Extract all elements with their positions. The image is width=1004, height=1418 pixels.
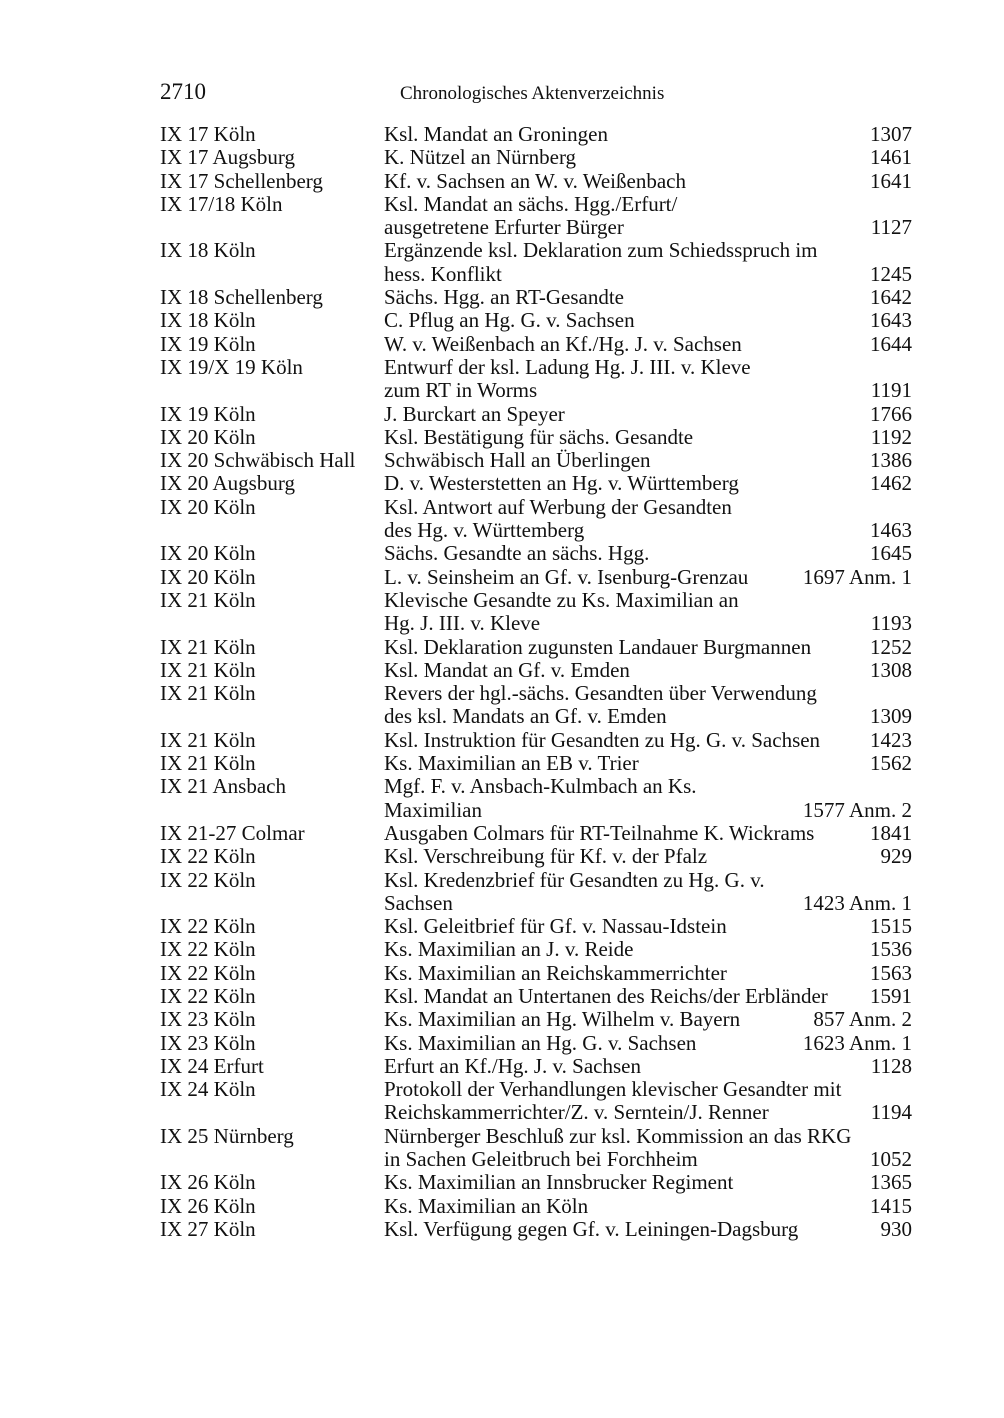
entry-date-place: IX 22 Köln xyxy=(160,844,256,869)
register-entry xyxy=(160,775,912,822)
entry-date-place: IX 23 Köln xyxy=(160,1007,256,1032)
entry-description xyxy=(384,962,862,985)
entry-description xyxy=(384,1032,795,1055)
entry-description xyxy=(384,403,862,426)
entry-description xyxy=(384,1218,873,1241)
entry-description xyxy=(384,938,862,961)
entry-description xyxy=(384,915,862,938)
entry-description xyxy=(384,822,862,845)
entry-description-line: Erfurt an Kf./Hg. J. v. Sachsen xyxy=(384,1053,641,1078)
entry-description-line: des Hg. v. Württemberg xyxy=(384,518,585,543)
entry-document-number: 1127 xyxy=(870,215,912,240)
register-entry xyxy=(160,333,912,356)
entry-description-line: Ksl. Kredenzbrief für Gesandten zu Hg. G. v. xyxy=(384,867,765,892)
entry-description-line: Ksl. Bestätigung für sächs. Gesandte xyxy=(384,424,694,449)
entry-description-line: Ksl. Geleitbrief für Gf. v. Nassau-Idstein xyxy=(384,914,727,939)
entry-date-place: IX 20 Köln xyxy=(160,424,256,449)
register-entry xyxy=(160,1032,912,1055)
entry-document-number: 1193 xyxy=(870,611,912,636)
entry-description xyxy=(384,1195,862,1218)
register-entry xyxy=(160,193,912,240)
entry-document-number: 1308 xyxy=(870,657,912,682)
register-entry xyxy=(160,659,912,682)
entry-date-place: IX 17/18 Köln xyxy=(160,191,283,216)
register-entry xyxy=(160,170,912,193)
register-entry xyxy=(160,752,912,775)
entry-document-number: 1128 xyxy=(870,1053,912,1078)
entry-date-place: IX 26 Köln xyxy=(160,1170,256,1195)
entry-date-place: IX 27 Köln xyxy=(160,1216,256,1241)
entry-document-number: 1423 Anm. 1 xyxy=(802,890,912,915)
register-entry xyxy=(160,146,912,169)
entry-document-number: 1641 xyxy=(870,168,912,193)
entry-description-line: Klevische Gesandte zu Ks. Maximilian an xyxy=(384,587,739,612)
entry-date-place: IX 21 Köln xyxy=(160,681,256,706)
register-entry xyxy=(160,962,912,985)
entry-document-number: 1415 xyxy=(870,1193,912,1218)
entry-document-number: 1562 xyxy=(870,751,912,776)
entry-description-line: Ks. Maximilian an EB v. Trier xyxy=(384,751,639,776)
entry-date-place: IX 21 Köln xyxy=(160,587,256,612)
entry-description xyxy=(384,123,862,146)
entry-description-line: Protokoll der Verhandlungen klevischer Gesandter mit xyxy=(384,1077,842,1102)
entry-document-number: 1563 xyxy=(870,960,912,985)
entry-description xyxy=(384,682,862,729)
entry-document-number: 1461 xyxy=(870,145,912,170)
entry-date-place: IX 17 Augsburg xyxy=(160,145,295,170)
entry-date-place: IX 23 Köln xyxy=(160,1030,256,1055)
entry-description xyxy=(384,542,862,565)
entry-date-place: IX 21 Köln xyxy=(160,727,256,752)
register-entry xyxy=(160,1218,912,1241)
entry-description-line: Ausgaben Colmars für RT-Teilnahme K. Wickrams xyxy=(384,820,815,845)
entry-date-place: IX 24 Erfurt xyxy=(160,1053,264,1078)
entry-date-place: IX 19 Köln xyxy=(160,331,256,356)
entry-document-number: 1463 xyxy=(870,518,912,543)
entry-date-place: IX 21-27 Colmar xyxy=(160,820,305,845)
running-title: Chronologisches Aktenverzeichnis xyxy=(400,83,665,104)
entry-date-place: IX 21 Ansbach xyxy=(160,774,286,799)
entry-description xyxy=(384,566,795,589)
entry-description-line: des ksl. Mandats an Gf. v. Emden xyxy=(384,704,667,729)
chronological-register xyxy=(160,123,912,1241)
register-entry xyxy=(160,356,912,403)
entry-description xyxy=(384,356,863,403)
register-entry xyxy=(160,985,912,1008)
entry-description xyxy=(384,659,862,682)
entry-description-line: Ksl. Antwort auf Werbung der Gesandten xyxy=(384,494,732,519)
entry-date-place: IX 20 Schwäbisch Hall xyxy=(160,448,356,473)
entry-date-place: IX 21 Köln xyxy=(160,657,256,682)
register-entry xyxy=(160,729,912,752)
entry-description-line: Ksl. Verschreibung für Kf. v. der Pfalz xyxy=(384,844,708,869)
entry-date-place: IX 21 Köln xyxy=(160,751,256,776)
entry-description xyxy=(384,146,862,169)
entry-document-number: 1642 xyxy=(870,285,912,310)
entry-date-place: IX 17 Köln xyxy=(160,122,256,146)
entry-description-line: Mgf. F. v. Ansbach-Kulmbach an Ks. xyxy=(384,774,697,799)
entry-description-line: Ks. Maximilian an Hg. G. v. Sachsen xyxy=(384,1030,697,1055)
entry-description xyxy=(384,589,863,636)
entry-document-number: 1245 xyxy=(870,261,912,286)
register-entry xyxy=(160,1008,912,1031)
entry-description xyxy=(384,729,862,752)
register-entry xyxy=(160,426,912,449)
register-entry xyxy=(160,1078,912,1125)
entry-description xyxy=(384,1171,862,1194)
entry-document-number: 1697 Anm. 1 xyxy=(802,564,912,589)
entry-description-line: Entwurf der ksl. Ladung Hg. J. III. v. Kleve xyxy=(384,354,751,379)
entry-description-line: Ksl. Deklaration zugunsten Landauer Burgmannen xyxy=(384,634,812,659)
register-entry xyxy=(160,636,912,659)
entry-description xyxy=(384,496,862,543)
entry-description-line: ausgetretene Erfurter Bürger xyxy=(384,215,624,240)
entry-date-place: IX 21 Köln xyxy=(160,634,256,659)
entry-date-place: IX 22 Köln xyxy=(160,914,256,939)
register-entry xyxy=(160,682,912,729)
entry-date-place: IX 22 Köln xyxy=(160,983,256,1008)
register-entry xyxy=(160,1171,912,1194)
entry-description xyxy=(384,286,862,309)
entry-description xyxy=(384,1078,863,1125)
entry-description-line: Ksl. Mandat an Untertanen des Reichs/der Erbländer xyxy=(384,983,828,1008)
entry-document-number: 857 Anm. 2 xyxy=(813,1007,912,1032)
register-entry xyxy=(160,589,912,636)
entry-description xyxy=(384,636,862,659)
entry-description-line: L. v. Seinsheim an Gf. v. Isenburg-Grenzau xyxy=(384,564,749,589)
register-entry xyxy=(160,496,912,543)
entry-description-line: Reichskammerrichter/Z. v. Serntein/J. Renner xyxy=(384,1100,769,1125)
register-entry xyxy=(160,403,912,426)
entry-description xyxy=(384,1055,863,1078)
entry-description xyxy=(384,426,863,449)
entry-description xyxy=(384,1008,805,1031)
entry-date-place: IX 20 Köln xyxy=(160,541,256,566)
entry-description xyxy=(384,472,862,495)
entry-description-line: hess. Konflikt xyxy=(384,261,502,286)
entry-document-number: 1766 xyxy=(870,401,912,426)
entry-document-number: 1643 xyxy=(870,308,912,333)
entry-date-place: IX 18 Köln xyxy=(160,238,256,263)
entry-document-number: 1645 xyxy=(870,541,912,566)
entry-description-line: D. v. Westerstetten an Hg. v. Württemberg xyxy=(384,471,739,496)
entry-description-line: Ksl. Mandat an Gf. v. Emden xyxy=(384,657,630,682)
entry-description xyxy=(384,775,795,822)
entry-description-line: C. Pflug an Hg. G. v. Sachsen xyxy=(384,308,635,333)
entry-document-number: 1841 xyxy=(870,820,912,845)
register-entry xyxy=(160,566,912,589)
entry-document-number: 1309 xyxy=(870,704,912,729)
entry-description-line: Ksl. Mandat an Groningen xyxy=(384,122,608,146)
entry-document-number: 1462 xyxy=(870,471,912,496)
register-entry xyxy=(160,309,912,332)
entry-description xyxy=(384,333,862,356)
entry-description-line: Kf. v. Sachsen an W. v. Weißenbach xyxy=(384,168,686,193)
entry-description-line: Nürnberger Beschluß zur ksl. Kommission an das RKG xyxy=(384,1123,852,1148)
entry-document-number: 1194 xyxy=(870,1100,912,1125)
entry-description xyxy=(384,869,795,916)
entry-description-line: Ergänzende ksl. Deklaration zum Schiedsspruch im xyxy=(384,238,818,263)
entry-description xyxy=(384,985,862,1008)
register-entry xyxy=(160,869,912,916)
entry-description-line: Ks. Maximilian an Hg. Wilhelm v. Bayern xyxy=(384,1007,741,1032)
entry-document-number: 1192 xyxy=(870,424,912,449)
entry-description-line: Ks. Maximilian an Reichskammerrichter xyxy=(384,960,727,985)
entry-document-number: 1252 xyxy=(870,634,912,659)
entry-date-place: IX 17 Schellenberg xyxy=(160,168,323,193)
entry-description xyxy=(384,239,862,286)
register-entry xyxy=(160,1125,912,1172)
entry-date-place: IX 19 Köln xyxy=(160,401,256,426)
entry-date-place: IX 22 Köln xyxy=(160,960,256,985)
entry-description xyxy=(384,845,873,868)
entry-description-line: Ks. Maximilian an Innsbrucker Regiment xyxy=(384,1170,734,1195)
entry-date-place: IX 20 Köln xyxy=(160,494,256,519)
entry-description-line: Ks. Maximilian an Köln xyxy=(384,1193,589,1218)
entry-description-line: Revers der hgl.-sächs. Gesandten über Verwendung xyxy=(384,681,817,706)
register-entry xyxy=(160,286,912,309)
entry-description-line: Sächs. Gesandte an sächs. Hgg. xyxy=(384,541,650,566)
entry-description xyxy=(384,1125,862,1172)
entry-date-place: IX 18 Schellenberg xyxy=(160,285,323,310)
entry-date-place: IX 22 Köln xyxy=(160,937,256,962)
entry-date-place: IX 19/X 19 Köln xyxy=(160,354,303,379)
entry-description xyxy=(384,309,862,332)
entry-document-number: 930 xyxy=(880,1216,912,1241)
entry-document-number: 1644 xyxy=(870,331,912,356)
page-number: 2710 xyxy=(160,79,206,104)
entry-date-place: IX 24 Köln xyxy=(160,1077,256,1102)
entry-document-number: 1591 xyxy=(870,983,912,1008)
entry-description-line: Ks. Maximilian an J. v. Reide xyxy=(384,937,634,962)
entry-date-place: IX 20 Augsburg xyxy=(160,471,295,496)
register-entry xyxy=(160,938,912,961)
entry-date-place: IX 18 Köln xyxy=(160,308,256,333)
entry-description xyxy=(384,193,863,240)
entry-description-line: Ksl. Mandat an sächs. Hgg./Erfurt/ xyxy=(384,191,678,216)
entry-description-line: Ksl. Verfügung gegen Gf. v. Leiningen-Dagsburg xyxy=(384,1216,799,1241)
entry-description xyxy=(384,170,862,193)
register-entry xyxy=(160,472,912,495)
entry-date-place: IX 22 Köln xyxy=(160,867,256,892)
entry-document-number: 1423 xyxy=(870,727,912,752)
entry-description-line: Schwäbisch Hall an Überlingen xyxy=(384,448,651,473)
page-header xyxy=(160,78,912,108)
entry-description-line: W. v. Weißenbach an Kf./Hg. J. v. Sachsen xyxy=(384,331,742,356)
entry-document-number: 1515 xyxy=(870,914,912,939)
entry-document-number: 1623 Anm. 1 xyxy=(802,1030,912,1055)
register-entry xyxy=(160,123,912,146)
entry-description-line: in Sachen Geleitbruch bei Forchheim xyxy=(384,1147,698,1172)
entry-description-line: K. Nützel an Nürnberg xyxy=(384,145,577,170)
register-entry xyxy=(160,542,912,565)
entry-description-line: Maximilian xyxy=(384,797,482,822)
entry-document-number: 1052 xyxy=(870,1147,912,1172)
register-entry xyxy=(160,449,912,472)
entry-document-number: 1577 Anm. 2 xyxy=(802,797,912,822)
register-entry xyxy=(160,845,912,868)
entry-date-place: IX 25 Nürnberg xyxy=(160,1123,294,1148)
entry-description-line: Sachsen xyxy=(384,890,453,915)
entry-description-line: zum RT in Worms xyxy=(384,378,538,403)
register-entry xyxy=(160,822,912,845)
entry-document-number: 1191 xyxy=(870,378,912,403)
entry-description-line: Hg. J. III. v. Kleve xyxy=(384,611,541,636)
entry-description xyxy=(384,752,862,775)
entry-description-line: Ksl. Instruktion für Gesandten zu Hg. G. v. Sachsen xyxy=(384,727,821,752)
entry-description-line: J. Burckart an Speyer xyxy=(384,401,565,426)
entry-description xyxy=(384,449,862,472)
entry-document-number: 929 xyxy=(880,844,912,869)
entry-document-number: 1536 xyxy=(870,937,912,962)
register-entry xyxy=(160,1195,912,1218)
entry-document-number: 1307 xyxy=(870,122,912,146)
entry-document-number: 1365 xyxy=(870,1170,912,1195)
register-entry xyxy=(160,239,912,286)
entry-date-place: IX 20 Köln xyxy=(160,564,256,589)
entry-document-number: 1386 xyxy=(870,448,912,473)
register-entry xyxy=(160,1055,912,1078)
register-entry xyxy=(160,915,912,938)
entry-description-line: Sächs. Hgg. an RT-Gesandte xyxy=(384,285,625,310)
entry-date-place: IX 26 Köln xyxy=(160,1193,256,1218)
